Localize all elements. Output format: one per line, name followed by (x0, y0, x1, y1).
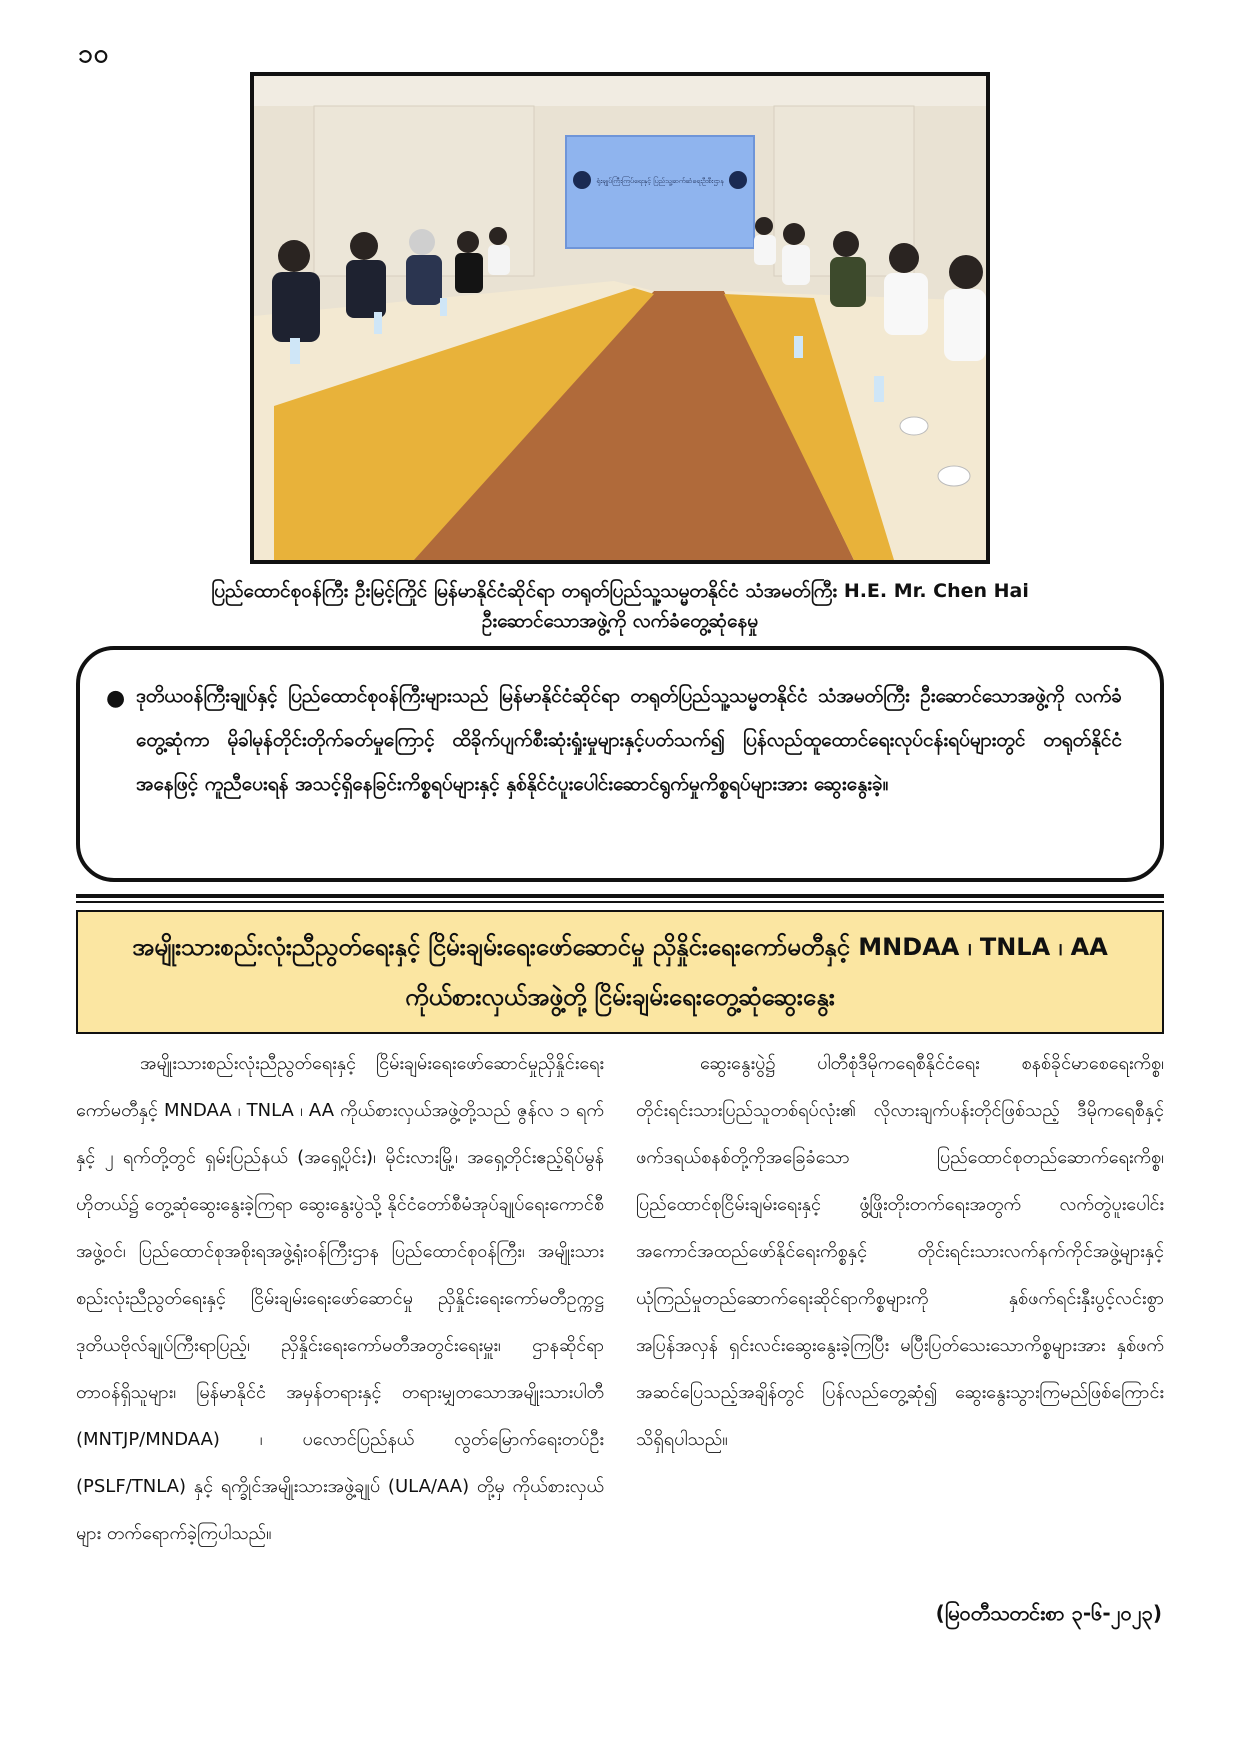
participant-body (754, 235, 776, 265)
participant-head (489, 227, 507, 245)
participant-head (409, 229, 435, 255)
water-bottle (440, 298, 447, 316)
meeting-photo-drawing (254, 76, 986, 560)
article-source: (မြဝတီသတင်းစာ ၃-၆-၂၀၂၃) (935, 1601, 1162, 1625)
water-bottle (794, 336, 803, 358)
participant-head (278, 240, 310, 272)
participant-body (406, 255, 442, 305)
participant-body (830, 257, 866, 307)
participant-body (884, 273, 928, 335)
article-column-left (76, 1040, 604, 1557)
participant-head (755, 217, 773, 235)
participant-body (455, 253, 483, 293)
photo-caption-line1: ပြည်ထောင်စုဝန်ကြီး ဦးမြင့်ကြိုင် မြန်မာနိုင်ငံဆိုင်ရာ တရုတ်ပြည်သူ့သမ္မတနိုင်ငံ သံအမတ်ကြီး H.E. Mr. Chen Hai (211, 580, 1029, 602)
article-headline: အမျိုးသားစည်းလုံးညီညွတ်ရေးနှင့် ငြိမ်းချမ်းရေးဖော်ဆောင်မှု ညှိနှိုင်းရေးကော်မတီနှင့် MNDAA ၊ TNLA ၊ AA ကိုယ်စားလှယ်အဖွဲ့တို့ ငြိမ်းချမ်းရေးတွေ့ဆုံဆွေးနွေး (132, 933, 1108, 1011)
water-bottle (290, 338, 300, 364)
water-bottle (874, 376, 884, 402)
page-number: ၁၀ (78, 39, 110, 69)
emblem-icon (573, 171, 591, 189)
bullet-icon: ● (106, 686, 126, 711)
article-column-right (636, 1040, 1164, 1463)
participant-head (457, 231, 479, 253)
photo-caption-line2: ဦးဆောင်သောအဖွဲ့ကို လက်ခံတွေ့ဆုံနေမှု (481, 610, 759, 632)
participant-head (889, 243, 919, 273)
participant-head (949, 255, 983, 289)
photo-caption (110, 576, 1130, 636)
participant-head (350, 232, 378, 260)
participant-body (944, 289, 986, 361)
headline-box (76, 910, 1164, 1034)
tea-cup (900, 417, 928, 435)
participant-body (346, 260, 386, 318)
divider-thick (76, 894, 1164, 898)
tea-cup (938, 466, 970, 486)
participant-body (272, 272, 320, 342)
article-paragraph: အမျိုးသားစည်းလုံးညီညွတ်ရေးနှင့် ငြိမ်းချမ်းရေးဖော်ဆောင်မှုညှိနှိုင်းရေးကော်မတီနှင့် MNDAA ၊ TNLA ၊ AA ကိုယ်စားလှယ်အဖွဲ့တို့သည် ဇွန်လ ၁ ရက်နှင့် ၂ ရက်တို့တွင် ရှမ်းပြည်နယ် (အရှေ့ပိုင်း)၊ မိုင်းလားမြို့၊ အရှေ့တိုင်းဧည့်ရိပ်မွန်ဟိုတယ်၌ တွေ့ဆုံဆွေးနွေးခဲ့ကြရာ ဆွေးနွေးပွဲသို့ နိုင်ငံတော်စီမံအုပ်ချုပ်ရေးကောင်စီအဖွဲ့ဝင်၊ ပြည်ထောင်စုအစိုးရအဖွဲ့ရုံးဝန်ကြီးဌာန ပြည်ထောင်စုဝန်ကြီး၊ အမျိုးသားစည်းလုံးညီညွတ်ရေးနှင့် ငြိမ်းချမ်းရေးဖော်ဆောင်မှု ညှိနှိုင်းရေးကော်မတီဥက္ကဋ္ဌ ဒုတိယဗိုလ်ချုပ်ကြီးရာပြည့်၊ ညှိနှိုင်းရေးကော်မတီအတွင်းရေးမှူး၊ ဌာနဆိုင်ရာတာဝန်ရှိသူများ၊ မြန်မာနိုင်ငံ အမှန်တရားနှင့် တရားမျှတသောအမျိုးသားပါတီ (MNTJP/MNDAA) ၊ ပလောင်ပြည်နယ် လွတ်မြောက်ရေးတပ်ဦး (PSLF/TNLA) နှင့် ရက္ခိုင်အမျိုးသားအဖွဲ့ချုပ် (ULA/AA) တို့မှ ကိုယ်စားလှယ်များ တက်ရောက်ခဲ့ကြပါသည်။ (76, 1053, 604, 1544)
emblem-icon (729, 171, 747, 189)
photo-ceiling (254, 76, 986, 106)
screen-text: ရုံးချုပ်ကြီးကြပ်ရေးနှင့် ပြည်သူ့ဆက်ဆံရေးဦးစီးဌာန (596, 177, 724, 185)
projection-screen (566, 136, 754, 248)
participant-head (833, 231, 859, 257)
meeting-photo (250, 72, 990, 564)
participant-body (782, 245, 810, 285)
summary-box (76, 646, 1164, 882)
article-paragraph: ဆွေးနွေးပွဲ၌ ပါတီစုံဒီမိုကရေစီနိုင်ငံရေး စနစ်ခိုင်မာစေရေးကိစ္စ၊ တိုင်းရင်းသားပြည်သူတစ်ရပ်လုံး၏ လိုလားချက်ပန်းတိုင်ဖြစ်သည့် ဒီမိုကရေစီနှင့်ဖက်ဒရယ်စနစ်တို့ကိုအခြေခံသော ပြည်ထောင်စုတည်ဆောက်ရေးကိစ္စ၊ ပြည်ထောင်စုငြိမ်းချမ်းရေးနှင့် ဖွံ့ဖြိုးတိုးတက်ရေးအတွက် လက်တွဲပူးပေါင်းအကောင်အထည်ဖော်နိုင်ရေးကိစ္စနှင့် တိုင်းရင်းသားလက်နက်ကိုင်အဖွဲ့များနှင့် ယုံကြည်မှုတည်ဆောက်ရေးဆိုင်ရာကိစ္စများကို နှစ်ဖက်ရင်းနှီးပွင့်လင်းစွာ အပြန်အလှန် ရှင်းလင်းဆွေးနွေးခဲ့ကြပြီး မပြီးပြတ်သေးသောကိစ္စများအား နှစ်ဖက်အဆင်ပြေသည့်အချိန်တွင် ပြန်လည်တွေ့ဆုံ၍ ဆွေးနွေးသွားကြမည်ဖြစ်ကြောင်း သိရှိရပါသည်။ (636, 1053, 1164, 1450)
participant-head (783, 223, 805, 245)
water-bottle (374, 312, 382, 334)
participant-body (488, 245, 510, 275)
divider-thin (76, 901, 1164, 903)
summary-text: ဒုတိယဝန်ကြီးချုပ်နှင့် ပြည်ထောင်စုဝန်ကြီးများသည် မြန်မာနိုင်ငံဆိုင်ရာ တရုတ်ပြည်သူ့သမ္မတနိုင်ငံ သံအမတ်ကြီး ဦးဆောင်သောအဖွဲ့ကို လက်ခံတွေ့ဆုံကာ မိုခါမုန်တိုင်းတိုက်ခတ်မှုကြောင့် ထိခိုက်ပျက်စီးဆုံးရှုံးမှုများနှင့်ပတ်သက်၍ ပြန်လည်ထူထောင်ရေးလုပ်ငန်းရပ်များတွင် တရုတ်နိုင်ငံအနေဖြင့် ကူညီပေးရန် အသင့်ရှိနေခြင်းကိစ္စရပ်များနှင့် နှစ်နိုင်ငံပူးပေါင်းဆောင်ရွက်မှုကိစ္စရပ်များအား ဆွေးနွေးခဲ့။ (136, 685, 1122, 795)
